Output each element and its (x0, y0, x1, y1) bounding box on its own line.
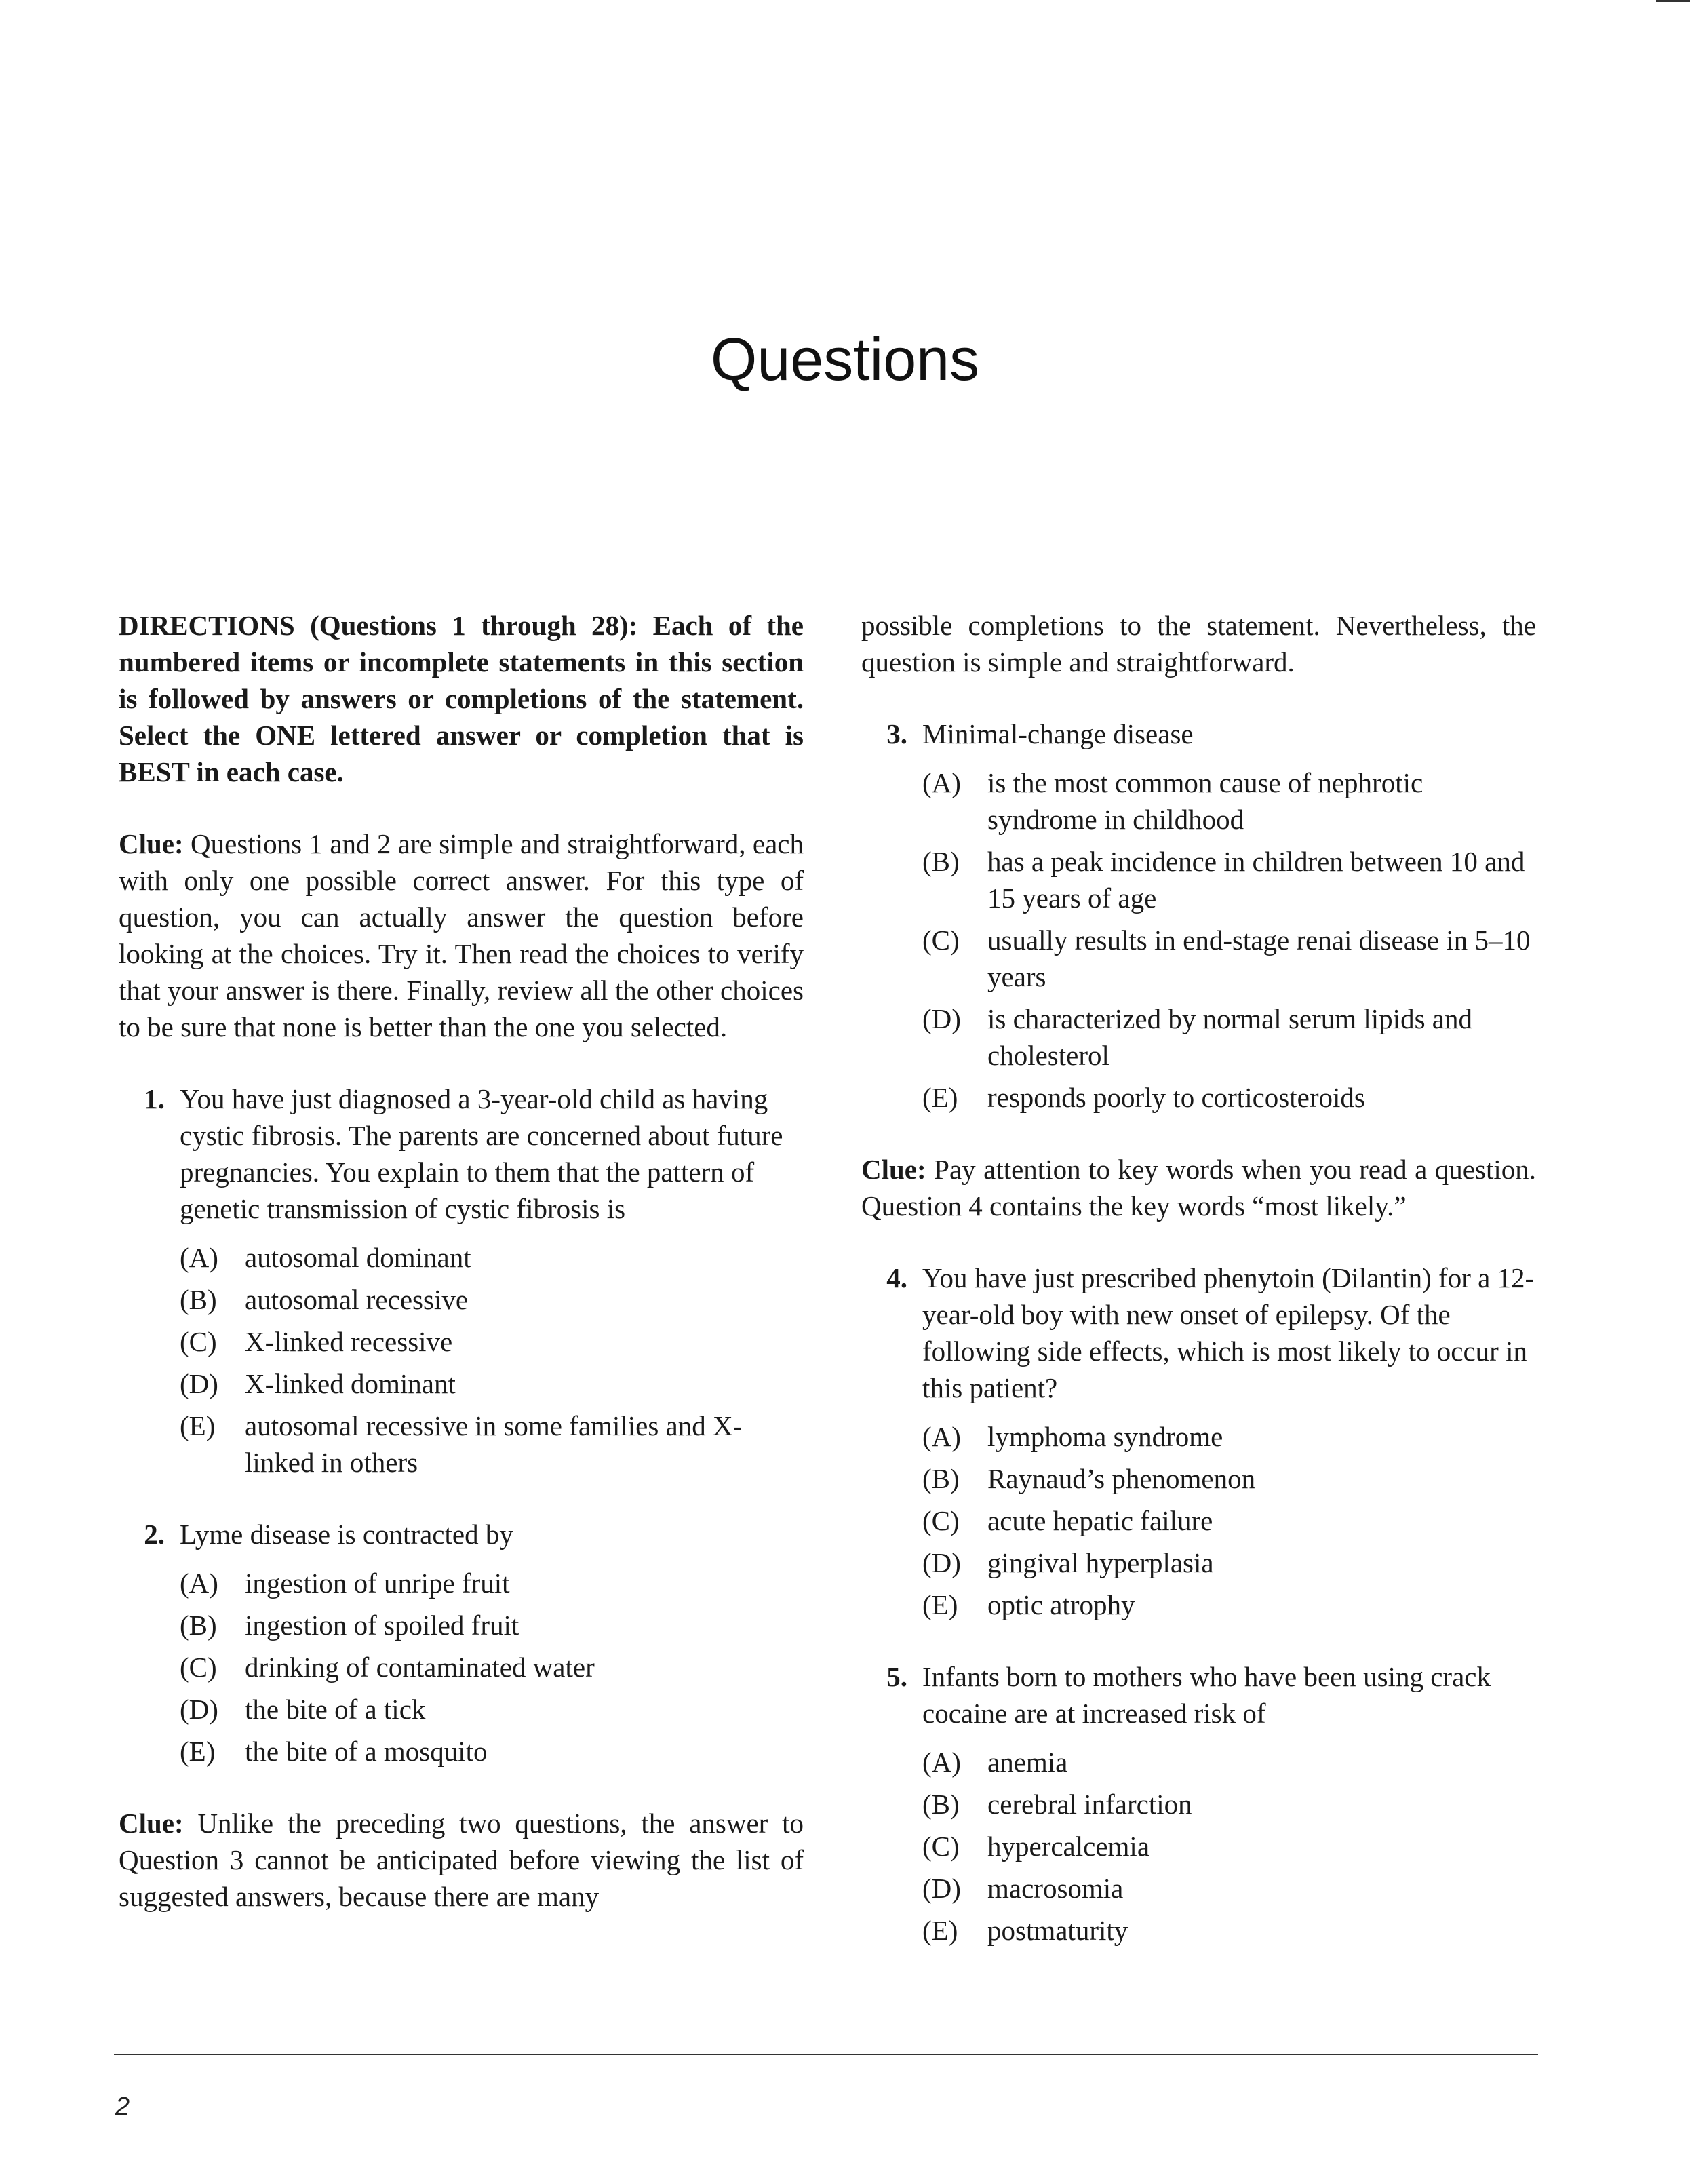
choice-text: the bite of a mosquito (245, 1736, 488, 1767)
choice-letter: (C) (180, 1326, 217, 1357)
question-5 (861, 1658, 1536, 1732)
choice-text: anemia (987, 1747, 1068, 1778)
answer-choice (922, 1460, 1536, 1497)
question-stem: You have just prescribed phenytoin (Dilantin) for a 12-year-old boy with new onset of epilepsy. Of the following side effects, which is most likely to occur in this patient? (922, 1262, 1535, 1403)
page-title: Questions (710, 325, 980, 393)
choice-text: X-linked recessive (245, 1326, 453, 1357)
choice-text: is the most common cause of nephrotic syndrome in childhood (987, 767, 1423, 835)
answer-choices-q5 (922, 1744, 1536, 1949)
choice-letter: (A) (922, 1421, 961, 1452)
answer-choice (922, 922, 1536, 995)
clue-label: Clue: (119, 1808, 184, 1839)
clue-1 (119, 825, 804, 1045)
choice-text: macrosomia (987, 1873, 1124, 1904)
choice-letter: (E) (922, 1082, 958, 1113)
choice-text: autosomal recessive (245, 1284, 469, 1315)
answer-choice (922, 1786, 1536, 1822)
question-stem: Minimal-change disease (922, 718, 1194, 749)
question-2 (119, 1516, 804, 1553)
question-4 (861, 1260, 1536, 1406)
choice-letter: (A) (180, 1242, 218, 1273)
choice-letter: (E) (180, 1736, 216, 1767)
choice-letter: (C) (922, 924, 960, 956)
question-number: 2. (144, 1519, 165, 1550)
answer-choice (180, 1239, 804, 1276)
choice-letter: (D) (180, 1694, 218, 1725)
choice-text: autosomal dominant (245, 1242, 471, 1273)
question-stem: Lyme disease is contracted by (180, 1519, 513, 1550)
answer-choice (922, 1544, 1536, 1581)
answer-choice (922, 1000, 1536, 1074)
question-number: 1. (144, 1083, 165, 1114)
choice-letter: (C) (922, 1831, 960, 1862)
clue-2 (119, 1805, 804, 1915)
choice-letter: (D) (922, 1873, 961, 1904)
question-3 (861, 716, 1536, 752)
choice-text: Raynaud’s phenomenon (987, 1463, 1256, 1494)
choice-text: autosomal recessive in some families and X-linked in others (245, 1410, 743, 1478)
choice-letter: (E) (922, 1915, 958, 1946)
answer-choice (180, 1407, 804, 1481)
footer-divider (114, 2054, 1538, 2055)
choice-text: usually results in end-stage renai disease in 5–10 years (987, 924, 1531, 992)
choice-letter: (B) (180, 1610, 217, 1641)
answer-choice (180, 1565, 804, 1601)
question-stem: Infants born to mothers who have been using crack cocaine are at increased risk of (922, 1661, 1491, 1729)
choice-letter: (B) (922, 1789, 960, 1820)
answer-choice (180, 1323, 804, 1360)
page-number: 2 (115, 2092, 130, 2121)
right-column (861, 607, 1536, 1984)
answer-choice (922, 1586, 1536, 1623)
question-number: 3. (886, 718, 907, 749)
choice-text: the bite of a tick (245, 1694, 426, 1725)
answer-choices-q1 (180, 1239, 804, 1481)
clue-2-continuation: possible completions to the statement. Nevertheless, the question is simple and straightforward. (861, 610, 1536, 678)
choice-letter: (A) (180, 1567, 218, 1599)
choice-text: responds poorly to corticosteroids (987, 1082, 1365, 1113)
clue-label: Clue: (119, 828, 184, 859)
corner-scan-mark (1656, 0, 1690, 2)
choice-text: cerebral infarction (987, 1789, 1192, 1820)
choice-letter: (E) (922, 1589, 958, 1620)
choice-text: has a peak incidence in children between 10 and 15 years of age (987, 846, 1525, 914)
choice-letter: (A) (922, 1747, 961, 1778)
answer-choice (180, 1733, 804, 1770)
left-column (119, 607, 804, 1950)
directions-text: DIRECTIONS (Questions 1 through 28): Each of the numbered items or incomplete statements in this section is followed by answers or completions of the statement. Select the ONE lettered answer or completion that is BEST in each case. (119, 610, 804, 787)
question-number: 4. (886, 1262, 907, 1293)
answer-choices-q3 (922, 764, 1536, 1116)
clue-text: Pay attention to key words when you read a question. Question 4 contains the key words “most likely.” (861, 1154, 1536, 1222)
choice-text: gingival hyperplasia (987, 1547, 1214, 1578)
choice-letter: (D) (922, 1547, 961, 1578)
answer-choice (922, 1870, 1536, 1907)
choice-letter: (A) (922, 767, 961, 798)
clue-label: Clue: (861, 1154, 926, 1185)
choice-text: postmaturity (987, 1915, 1128, 1946)
answer-choice (180, 1607, 804, 1643)
answer-choice (922, 1502, 1536, 1539)
clue-text: Questions 1 and 2 are simple and straightforward, each with only one possible correct answer. For this type of question, you can actually answer the question before looking at the choices. Try it. Then read the choices to verify that your answer is there. Finally, review all the other choices to be sure that none is better than the one you selected. (119, 828, 804, 1042)
answer-choice (922, 843, 1536, 916)
choice-text: optic atrophy (987, 1589, 1135, 1620)
choice-text: hypercalcemia (987, 1831, 1150, 1862)
choice-text: X-linked dominant (245, 1368, 456, 1399)
answer-choice (180, 1649, 804, 1685)
question-1 (119, 1080, 804, 1227)
answer-choice (180, 1691, 804, 1728)
choice-letter: (D) (922, 1003, 961, 1034)
choice-text: lymphoma syndrome (987, 1421, 1223, 1452)
choice-letter: (B) (922, 846, 960, 877)
question-stem: You have just diagnosed a 3-year-old child as having cystic fibrosis. The parents are concerned about future pregnancies. You explain to them that the pattern of genetic transmission of cystic fibrosis is (180, 1083, 783, 1224)
answer-choice (922, 1828, 1536, 1865)
choice-text: drinking of contaminated water (245, 1652, 595, 1683)
answer-choice (922, 1079, 1536, 1116)
answer-choice (922, 1912, 1536, 1949)
choice-letter: (C) (922, 1505, 960, 1536)
answer-choice (922, 1418, 1536, 1455)
choice-text: ingestion of unripe fruit (245, 1567, 510, 1599)
clue-3 (861, 1151, 1536, 1224)
question-number: 5. (886, 1661, 907, 1692)
choice-text: acute hepatic failure (987, 1505, 1213, 1536)
choice-letter: (B) (180, 1284, 217, 1315)
clue-text: Unlike the preceding two questions, the answer to Question 3 cannot be anticipated before viewing the list of suggested answers, because there are many (119, 1808, 804, 1912)
answer-choice (922, 1744, 1536, 1780)
answer-choice (922, 764, 1536, 838)
choice-letter: (B) (922, 1463, 960, 1494)
answer-choices-q4 (922, 1418, 1536, 1623)
choice-text: ingestion of spoiled fruit (245, 1610, 519, 1641)
choice-letter: (D) (180, 1368, 218, 1399)
answer-choices-q2 (180, 1565, 804, 1770)
answer-choice (180, 1281, 804, 1318)
choice-letter: (E) (180, 1410, 216, 1441)
choice-text: is characterized by normal serum lipids and cholesterol (987, 1003, 1472, 1071)
answer-choice (180, 1365, 804, 1402)
choice-letter: (C) (180, 1652, 217, 1683)
